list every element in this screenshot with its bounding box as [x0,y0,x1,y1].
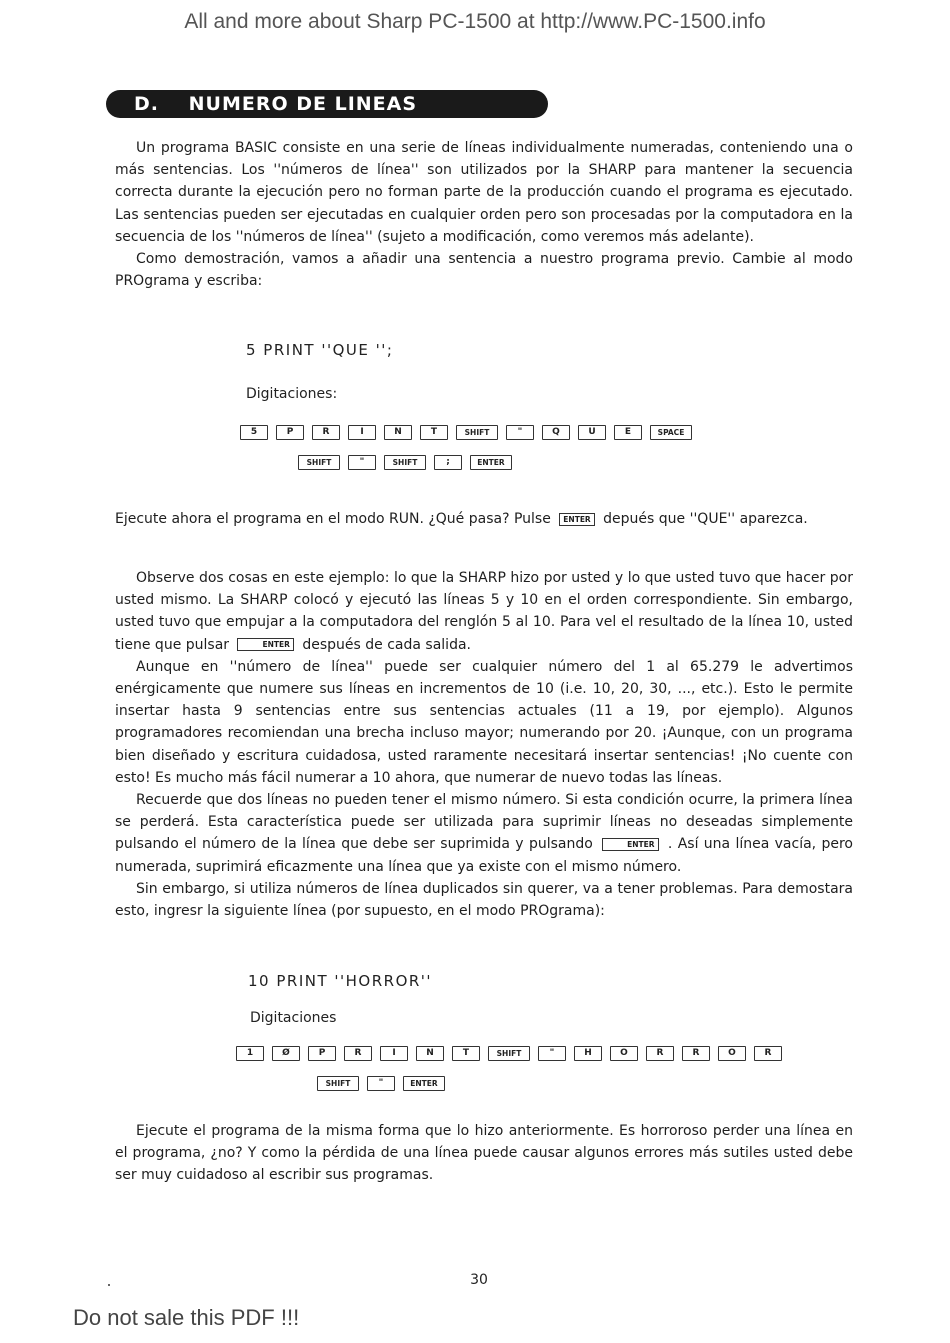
paragraph-3a: Ejecute ahora el programa en el modo RUN. ¿Qué pasa? Pulse [115,511,551,527]
run-paragraph [115,508,853,530]
enter-key-inline: ENTER [602,838,658,851]
closing-paragraph [115,1120,853,1187]
page-number: 30 [470,1272,488,1288]
footer-note: Do not sale this PDF !!! [73,1305,300,1330]
example2-keys-row1 [236,1046,782,1061]
enter-key-inline: ENTER [237,638,293,651]
keycap-example2-keys_row1-12: R [682,1046,710,1061]
example2-label: Digitaciones [250,1010,337,1026]
keycap-example2-keys_row1-13: O [718,1046,746,1061]
keycap-example2-keys_row2-0: SHIFT [317,1076,359,1091]
keycap-example1-keys_row1-11: SPACE [650,425,692,440]
keycap-example1-keys_row2-1: " [348,455,376,470]
keycap-example1-keys_row1-0: 5 [240,425,268,440]
section-title: NUMERO DE LINEAS [188,93,418,115]
example1-keys-row1 [240,425,692,440]
keycap-example1-keys_row2-0: SHIFT [298,455,340,470]
keycap-example2-keys_row1-10: O [610,1046,638,1061]
example2-code: 10 PRINT ''HORROR'' [248,972,433,990]
keycap-example2-keys_row1-2: P [308,1046,336,1061]
keycap-example2-keys_row1-7: SHIFT [488,1046,530,1061]
keycap-example1-keys_row1-5: T [420,425,448,440]
keycap-example2-keys_row1-3: R [344,1046,372,1061]
keycap-example1-keys_row1-2: R [312,425,340,440]
paragraph-1: Un programa BASIC consiste en una serie de líneas individualmente numeradas, conteniendo una o más sentencias. Los ''números de línea'' son utilizados por la SHARP para mantener la secuencia correcta durante la ejecución pero no forman parte de la producción cuando el programa es ejecutado. Las sentencias pueden ser ejecutadas en cualquier orden pero son procesadas por la computadora en la secuencia de los ''números de línea'' (sujeto a modificación, como veremos más adelante). [115,140,853,245]
keycap-example1-keys_row1-7: " [506,425,534,440]
keycap-example2-keys_row2-1: " [367,1076,395,1091]
keycap-example1-keys_row2-3: ; [434,455,462,470]
paragraph-6a: Recuerde que dos líneas no pueden tener el mismo número. Si esta condición ocurre, la primera línea se perderá. Esta característica puede ser utilizada para suprimir líneas no deseadas simplemente pulsando el número de la línea que debe ser suprimida y pulsando [115,792,853,853]
example1-code: 5 PRINT ''QUE ''; [246,341,394,359]
keycap-example1-keys_row1-8: Q [542,425,570,440]
paragraph-7: Sin embargo, si utiliza números de línea duplicados sin querer, va a tener problemas. Para demostara esto, ingresr la siguiente línea (por supuesto, en el modo PROgrama): [115,880,853,920]
keycap-example1-keys_row1-6: SHIFT [456,425,498,440]
keycap-example1-keys_row1-10: E [614,425,642,440]
keycap-example2-keys_row1-6: T [452,1046,480,1061]
header-url: All and more about Sharp PC-1500 at http://www.PC-1500.info [184,10,766,33]
paragraph-6b: . Así una línea vacía, pero numerada, suprimirá eficazmente una línea que ya existe con el mismo número. [115,836,853,875]
keycap-example1-keys_row2-2: SHIFT [384,455,426,470]
section-letter: D. [134,93,159,115]
paragraph-5: Aunque en ''número de línea'' puede ser cualquier número del 1 al 65.279 le advertimos enérgicamente que numere sus líneas en incrementos de 10 (i.e. 10, 20, 30, ..., etc.). Esto le permite insertar hasta 9 sentencias entre sus sentencias actuales (11 a 19, por ejemplo). Algunos programadores recomiendan una brecha incluso mayor; numerando por 20. ¡Aunque, con un programa bien diseñado y escritura cuidadosa, usted raramente necesitará insertar sentencias! ¡No cuente con esto! Es mucho más fácil numerar a 10 ahora, que numerar de nuevo todas las líneas. [115,658,853,786]
section-heading [106,90,548,118]
keycap-example2-keys_row2-2: ENTER [403,1076,445,1091]
paragraph-8: Ejecute el programa de la misma forma que lo hizo anteriormente. Es horroroso perder una línea en el programa, ¿no? Y como la pérdida de una línea puede causar algunos errores más sutiles usted debe ser muy cuidadoso al escribir sus programas. [115,1123,853,1184]
paragraph-4b: después de cada salida. [302,636,471,653]
paragraph-2: Como demostración, vamos a añadir una sentencia a nuestro programa previo. Cambie al modo PROgrama y escriba: [115,251,853,290]
keycap-example1-keys_row1-9: U [578,425,606,440]
intro-paragraphs [115,137,853,292]
keycap-example2-keys_row1-4: I [380,1046,408,1061]
keycap-example1-keys_row1-3: I [348,425,376,440]
example1-keys-row2 [298,455,512,470]
body-paragraphs [115,567,853,922]
paragraph-3b: depués que ''QUE'' aparezca. [603,511,808,527]
keycap-example1-keys_row2-4: ENTER [470,455,512,470]
paragraph-4: Observe dos cosas en este ejemplo: lo que la SHARP hizo por usted y lo que usted tuvo que hacer por usted mismo. La SHARP colocó y ejecutó las líneas 5 y 10 en el orden correspondiente. Sin embargo, usted tuvo que empujar a la computadora del renglón 5 al 10. Para vel el resultado de la línea 10, usted tiene que pulsar [115,570,853,653]
example1-label: Digitaciones: [246,386,338,402]
keycap-example2-keys_row1-11: R [646,1046,674,1061]
keycap-example1-keys_row1-4: N [384,425,412,440]
example2-keys-row2 [317,1076,445,1091]
keycap-example2-keys_row1-0: 1 [236,1046,264,1061]
keycap-example2-keys_row1-8: " [538,1046,566,1061]
keycap-example2-keys_row1-9: H [574,1046,602,1061]
keycap-example1-keys_row1-1: P [276,425,304,440]
enter-key-inline: ENTER [559,513,594,526]
keycap-example2-keys_row1-5: N [416,1046,444,1061]
keycap-example2-keys_row1-1: Ø [272,1046,300,1061]
keycap-example2-keys_row1-14: R [754,1046,782,1061]
